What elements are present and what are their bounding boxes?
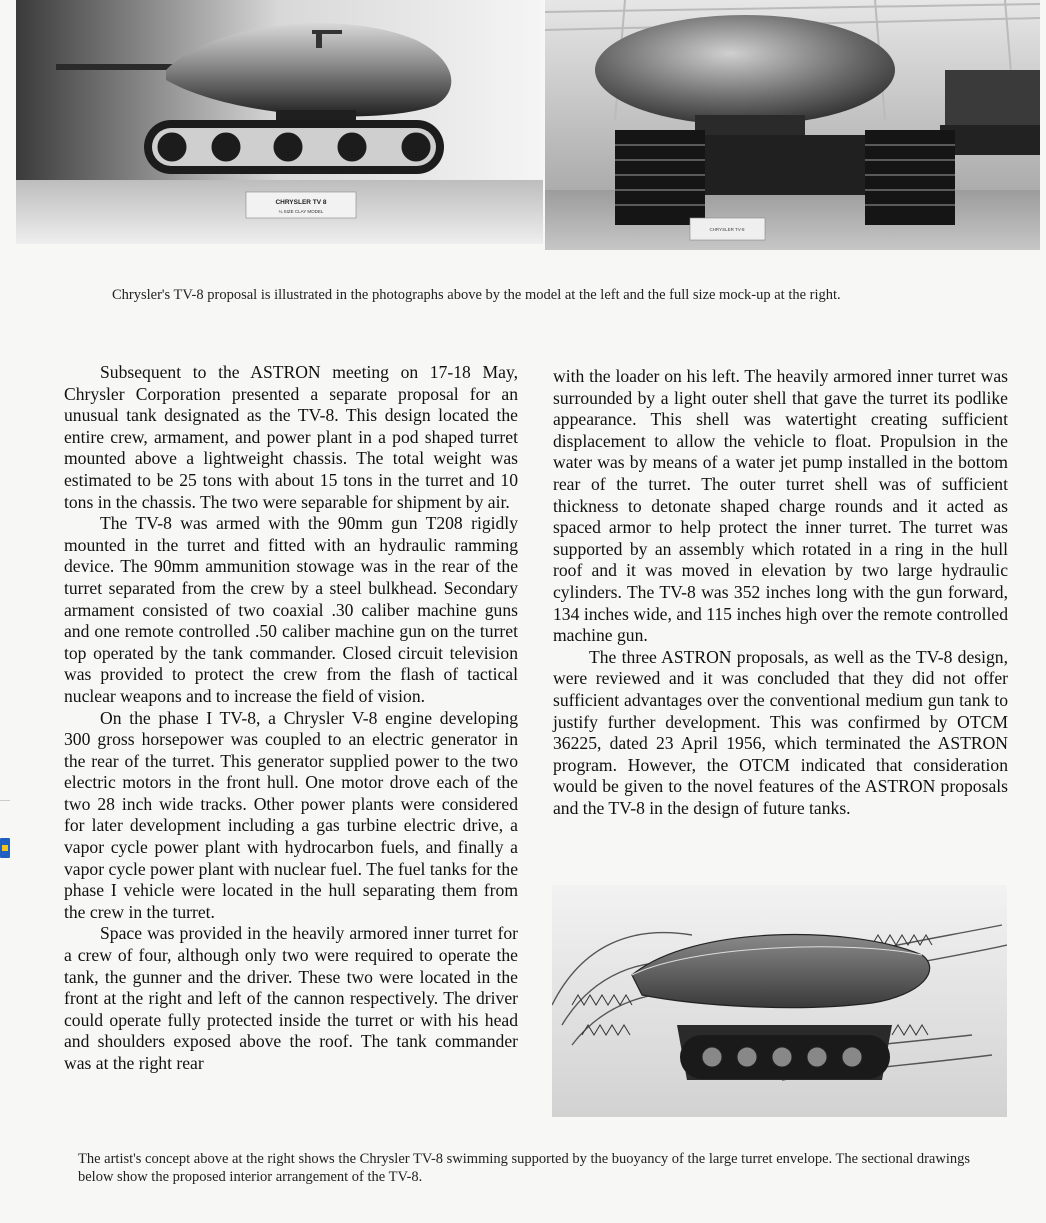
right-paragraph: with the loader on his left. The heavily armored inner turret was surrounded by a light outer shell that gave the turret its podlike appearance. This shell was watertight creating sufficient displacement to allow the vehicle to float. Propulsion in the water was by means of a water jet pump installed in the bottom rear of the turret. The outer turret shell was of sufficient thickness to detonate shaped charge rounds and it acted as spaced armor to help protect the inner turret. The turret was supported by an assembly which rotated in a ring in the hull roof and it was moved in elevation by two large hydraulic cylinders. The TV-8 was 352 inches long with the gun forward, 134 inches wide, and 115 inches high over the remote controlled machine gun.: [553, 366, 1008, 646]
right-column: [553, 366, 1008, 819]
margin-divider: [0, 800, 10, 801]
artist-concept-drawing: [552, 885, 1007, 1117]
mockup-photo: [545, 0, 1040, 250]
left-column: [64, 362, 518, 1075]
model-label-line2: ¼ SIZE CLAY MODEL: [278, 209, 324, 214]
left-paragraph: Space was provided in the heavily armored inner turret for a crew of four, although only two were required to operate the tank, the gunner and the driver. These two were located in the front at the right and left of the cannon respectively. The driver could operate fully protected inside the turret or with his head and shoulders exposed above the roof. The tank commander was at the right rear: [64, 923, 518, 1073]
left-paragraph: Subsequent to the ASTRON meeting on 17-18 May, Chrysler Corporation presented a separate proposal for an unusual tank designated as the TV-8. This design located the entire crew, armament, and power plant in a pod shaped turret mounted above a lightweight chassis. The total weight was estimated to be 25 tons with about 15 tons in the turret and 10 tons in the chassis. The two were separable for shipment by air.: [64, 362, 518, 512]
mockup-sign-text: CHRYSLER TV-8: [709, 227, 745, 232]
left-paragraph: The TV-8 was armed with the 90mm gun T208 rigidly mounted in the turret and fitted with an hydraulic ramming device. The 90mm ammunition stowage was in the rear of the turret separated from the crew by a steel bulkhead. Secondary armament consisted of two coaxial .30 caliber machine guns and one remote controlled .50 caliber machine gun on the turret top operated by the tank commander. Closed circuit television was provided to protect the crew from the flash of tactical nuclear weapons and to increase the field of vision.: [64, 513, 518, 706]
mockup-illustration: [545, 0, 1040, 250]
bookmark-icon[interactable]: [0, 838, 10, 858]
right-paragraph: The three ASTRON proposals, as well as the TV-8 design, were reviewed and it was concluded that they did not offer sufficient advantages over the conventional medium gun tank to justify further development. This was confirmed by OTCM 36225, dated 23 April 1956, which terminated the ASTRON program. However, the OTCM indicated that consideration would be given to the novel features of the ASTRON proposals and the TV-8 in the design of future tanks.: [553, 646, 1008, 818]
bottom-caption: The artist's concept above at the right shows the Chrysler TV-8 swimming supported by the buoyancy of the large turret envelope. The sectional drawings below show the proposed interior arrangement of the TV-8.: [78, 1151, 971, 1185]
swimming-tank-illustration: [552, 885, 1007, 1117]
model-label-line1: CHRYSLER TV 8: [275, 199, 327, 206]
top-caption: Chrysler's TV-8 proposal is illustrated in the photographs above by the model at the left and the full size mock-up at the right.: [112, 287, 841, 303]
clay-model-photo: [16, 0, 543, 244]
left-paragraph: On the phase I TV-8, a Chrysler V-8 engine developing 300 gross horsepower was coupled to an electric generator in the rear of the turret. This generator supplied power to the two electric motors in the front hull. One motor drove each of the two 28 inch wide tracks. Other power plants were considered for later development including a gas turbine electric drive, a vapor cycle power plant with hydrocarbon fuels, and finally a vapor cycle power plant with nuclear fuel. The fuel tanks for the phase I vehicle were located in the hull separating them from the crew in the turret.: [64, 707, 518, 922]
clay-model-illustration: [16, 0, 543, 244]
